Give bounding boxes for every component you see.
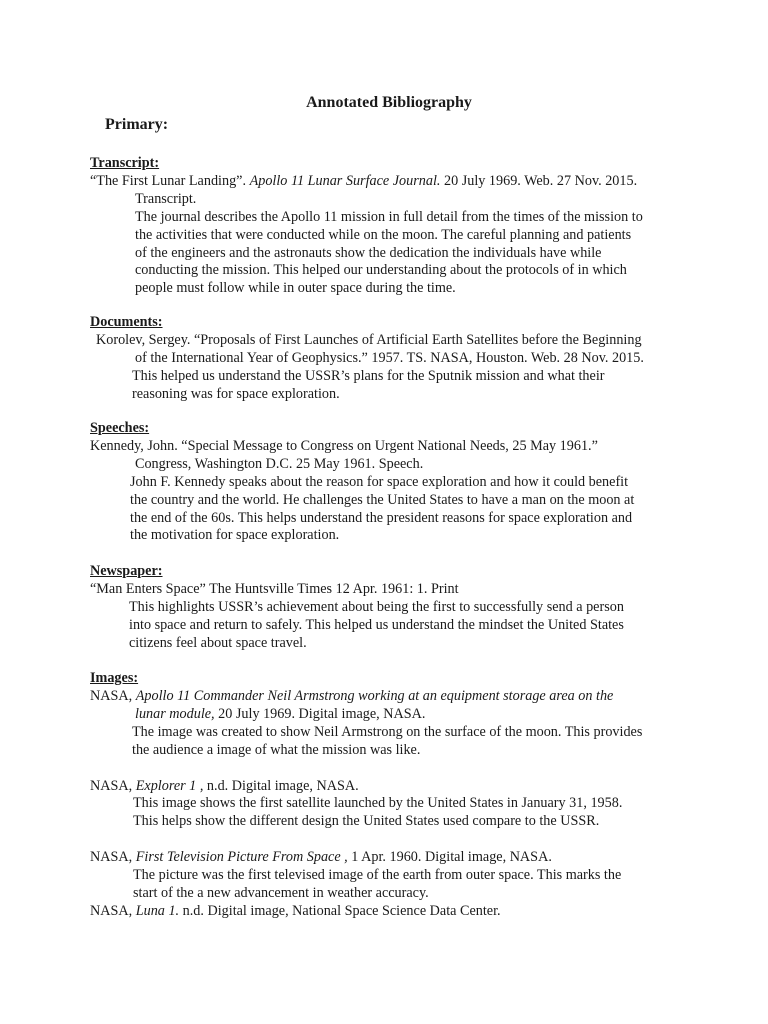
section-heading-newspaper: Newspaper: <box>90 563 163 579</box>
annotation-line: John F. Kennedy speaks about the reason for space exploration and how it could benefit <box>130 473 629 490</box>
citation-continuation: Transcript. <box>135 190 197 207</box>
citation-title: Explorer 1 , <box>135 777 204 794</box>
section-heading-transcript: Transcript: <box>90 155 160 171</box>
citation-details: 1 Apr. 1960. Digital image, NASA. <box>347 849 552 866</box>
section-transcript <box>90 155 690 298</box>
bibliography-entry <box>90 438 690 545</box>
citation <box>90 688 690 706</box>
citation-title: Luna 1. <box>135 902 180 919</box>
annotation-line: conducting the mission. This helped our understanding about the protocols of in which <box>135 262 627 279</box>
annotation-line: the country and the world. He challenges the United States to have a man on the moon at <box>130 491 635 508</box>
section-heading-speeches: Speeches: <box>90 420 150 436</box>
citation: “Man Enters Space” The Huntsville Times 12 Apr. 1961: 1. Print <box>90 580 459 597</box>
annotation-line: reasoning was for space exploration. <box>132 385 340 402</box>
bibliography-entry <box>90 332 690 404</box>
citation-title: lunar module, <box>135 705 215 722</box>
annotation-line: of the engineers and the astronauts show the dedication the individuals have while <box>135 244 602 261</box>
annotation <box>133 867 690 903</box>
citation-details: n.d. Digital image, NASA. <box>203 777 359 794</box>
section-heading-documents: Documents: <box>90 314 163 330</box>
bibliography-entry <box>90 173 690 298</box>
citation-continuation: of the International Year of Geophysics.” 1957. TS. NASA, Houston. Web. 28 Nov. 2015. <box>135 349 644 366</box>
citation <box>90 849 690 867</box>
citation-continuation <box>135 706 690 724</box>
citation-author: NASA, <box>90 849 136 866</box>
annotation-line: the end of the 60s. This helps understand the president reasons for space exploration and <box>130 509 633 526</box>
citation-title: Apollo 11 Commander Neil Armstrong working at an equipment storage area on the <box>135 687 614 704</box>
annotation-line: This image shows the first satellite launched by the United States in January 31, 1958. <box>133 795 623 812</box>
section-newspaper <box>90 563 690 653</box>
annotation-line: This highlights USSR’s achievement about being the first to successfully send a person <box>129 598 624 615</box>
section-heading-images: Images: <box>90 670 139 686</box>
annotation-line: This helped us understand the USSR’s plans for the Sputnik mission and what their <box>132 367 605 384</box>
annotation <box>129 599 690 653</box>
bibliography-entry <box>90 778 690 832</box>
bibliography-entry <box>90 903 690 921</box>
bibliography-entry <box>90 581 690 653</box>
annotation <box>130 474 690 546</box>
annotation-line: start of the a new advancement in weather accuracy. <box>133 885 429 902</box>
annotation-line: The picture was the first televised image of the earth from outer space. This marks the <box>133 867 622 884</box>
annotation-line: the motivation for space exploration. <box>130 527 340 544</box>
citation <box>90 903 690 921</box>
annotation <box>132 724 690 760</box>
document-title: Annotated Bibliography <box>306 94 472 111</box>
citation: Korolev, Sergey. “Proposals of First Launches of Artificial Earth Satellites before the Beginning <box>96 331 642 348</box>
citation-details: 20 July 1969. Digital image, NASA. <box>214 705 426 722</box>
citation-author: NASA, <box>90 777 136 794</box>
citation-title: First Television Picture From Space , <box>135 849 348 866</box>
annotation-line: The journal describes the Apollo 11 mission in full detail from the times of the mission to <box>135 208 643 225</box>
annotation-line: citizens feel about space travel. <box>129 634 307 651</box>
citation-details: n.d. Digital image, National Space Science Data Center. <box>179 902 501 919</box>
annotation <box>132 368 690 404</box>
citation-details: 20 July 1969. Web. 27 Nov. 2015. <box>440 172 638 189</box>
section-speeches <box>90 420 690 545</box>
citation: Kennedy, John. “Special Message to Congress on Urgent National Needs, 25 May 1961.” <box>90 437 598 454</box>
citation-continuation: Congress, Washington D.C. 25 May 1961. Speech. <box>135 455 424 472</box>
annotation-line: people must follow while in outer space during the time. <box>135 280 456 297</box>
section-images <box>90 670 690 921</box>
citation <box>90 778 690 796</box>
primary-heading: Primary: <box>105 116 169 133</box>
citation-author: NASA, <box>90 902 136 919</box>
citation-source: Apollo 11 Lunar Surface Journal. <box>249 172 441 189</box>
annotation <box>133 795 690 831</box>
citation-author: NASA, <box>90 687 136 704</box>
annotation-line: This helps show the different design the United States used compare to the USSR. <box>133 813 600 830</box>
citation-title: “The First Lunar Landing”. <box>90 172 250 189</box>
annotation-line: the audience a image of what the mission was like. <box>132 741 421 758</box>
citation <box>90 173 690 191</box>
bibliography-entry <box>90 688 690 760</box>
annotation-line: the activities that were conducted while on the moon. The careful planning and patients <box>135 226 632 243</box>
annotation-line: into space and return to safely. This helped us understand the mindset the United States <box>129 616 624 633</box>
annotation <box>135 209 690 299</box>
bibliography-entry <box>90 849 690 903</box>
section-documents <box>90 314 690 404</box>
annotation-line: The image was created to show Neil Armstrong on the surface of the moon. This provides <box>132 723 643 740</box>
